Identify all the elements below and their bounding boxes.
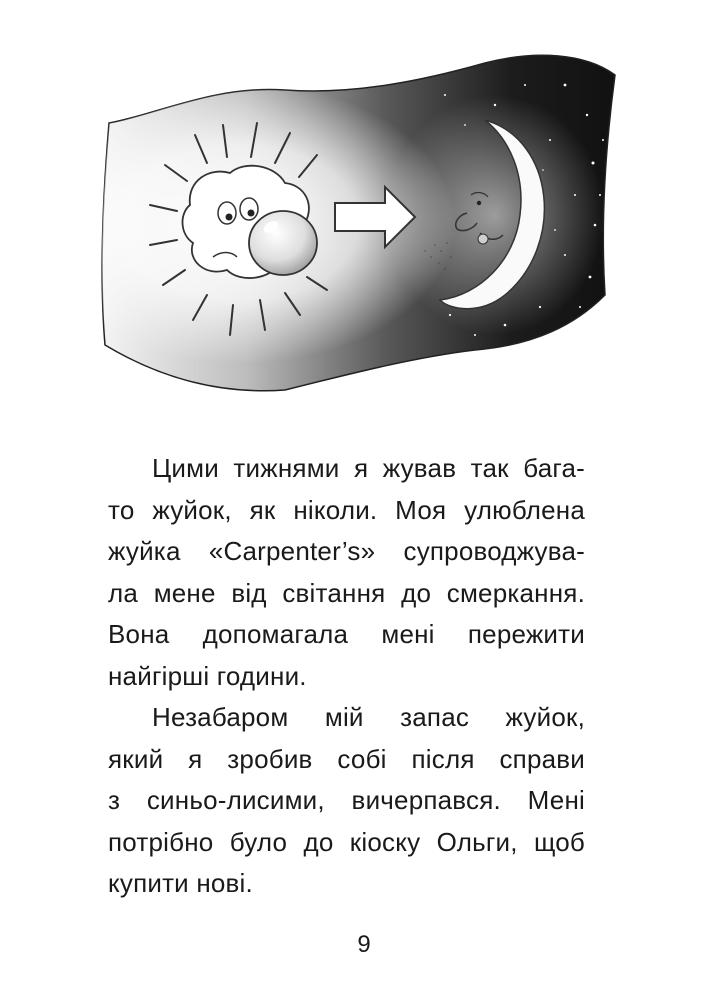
gum-bubble — [249, 211, 317, 275]
text-line: потрібно було до кіоску Ольги, щоб — [108, 826, 585, 857]
text-line: який я зробив собі після справи — [108, 743, 585, 774]
text-line: жуйка «Carpenter’s» супроводжува- — [108, 536, 585, 566]
sun-moon-illustration — [95, 45, 623, 395]
text-line: купити нові. — [108, 868, 253, 898]
text-line: ла мене від світання до смеркання. — [108, 577, 585, 608]
paragraph — [108, 697, 585, 905]
paragraph — [108, 448, 585, 697]
text-line: з синьо-лисими, вичерпався. Мені — [108, 785, 585, 815]
text-line: Цими тижнями я жував так бага- — [152, 453, 585, 483]
text-line: найгірші години. — [108, 660, 307, 691]
text-line: то жуйок, як ніколи. Моя улюблена — [108, 494, 585, 525]
body-text — [108, 448, 585, 905]
text-line: Незабаром мій запас жуйок, — [152, 702, 585, 732]
text-line: Вона допомагала мені пережити — [108, 619, 585, 649]
page-number: 9 — [357, 931, 371, 958]
